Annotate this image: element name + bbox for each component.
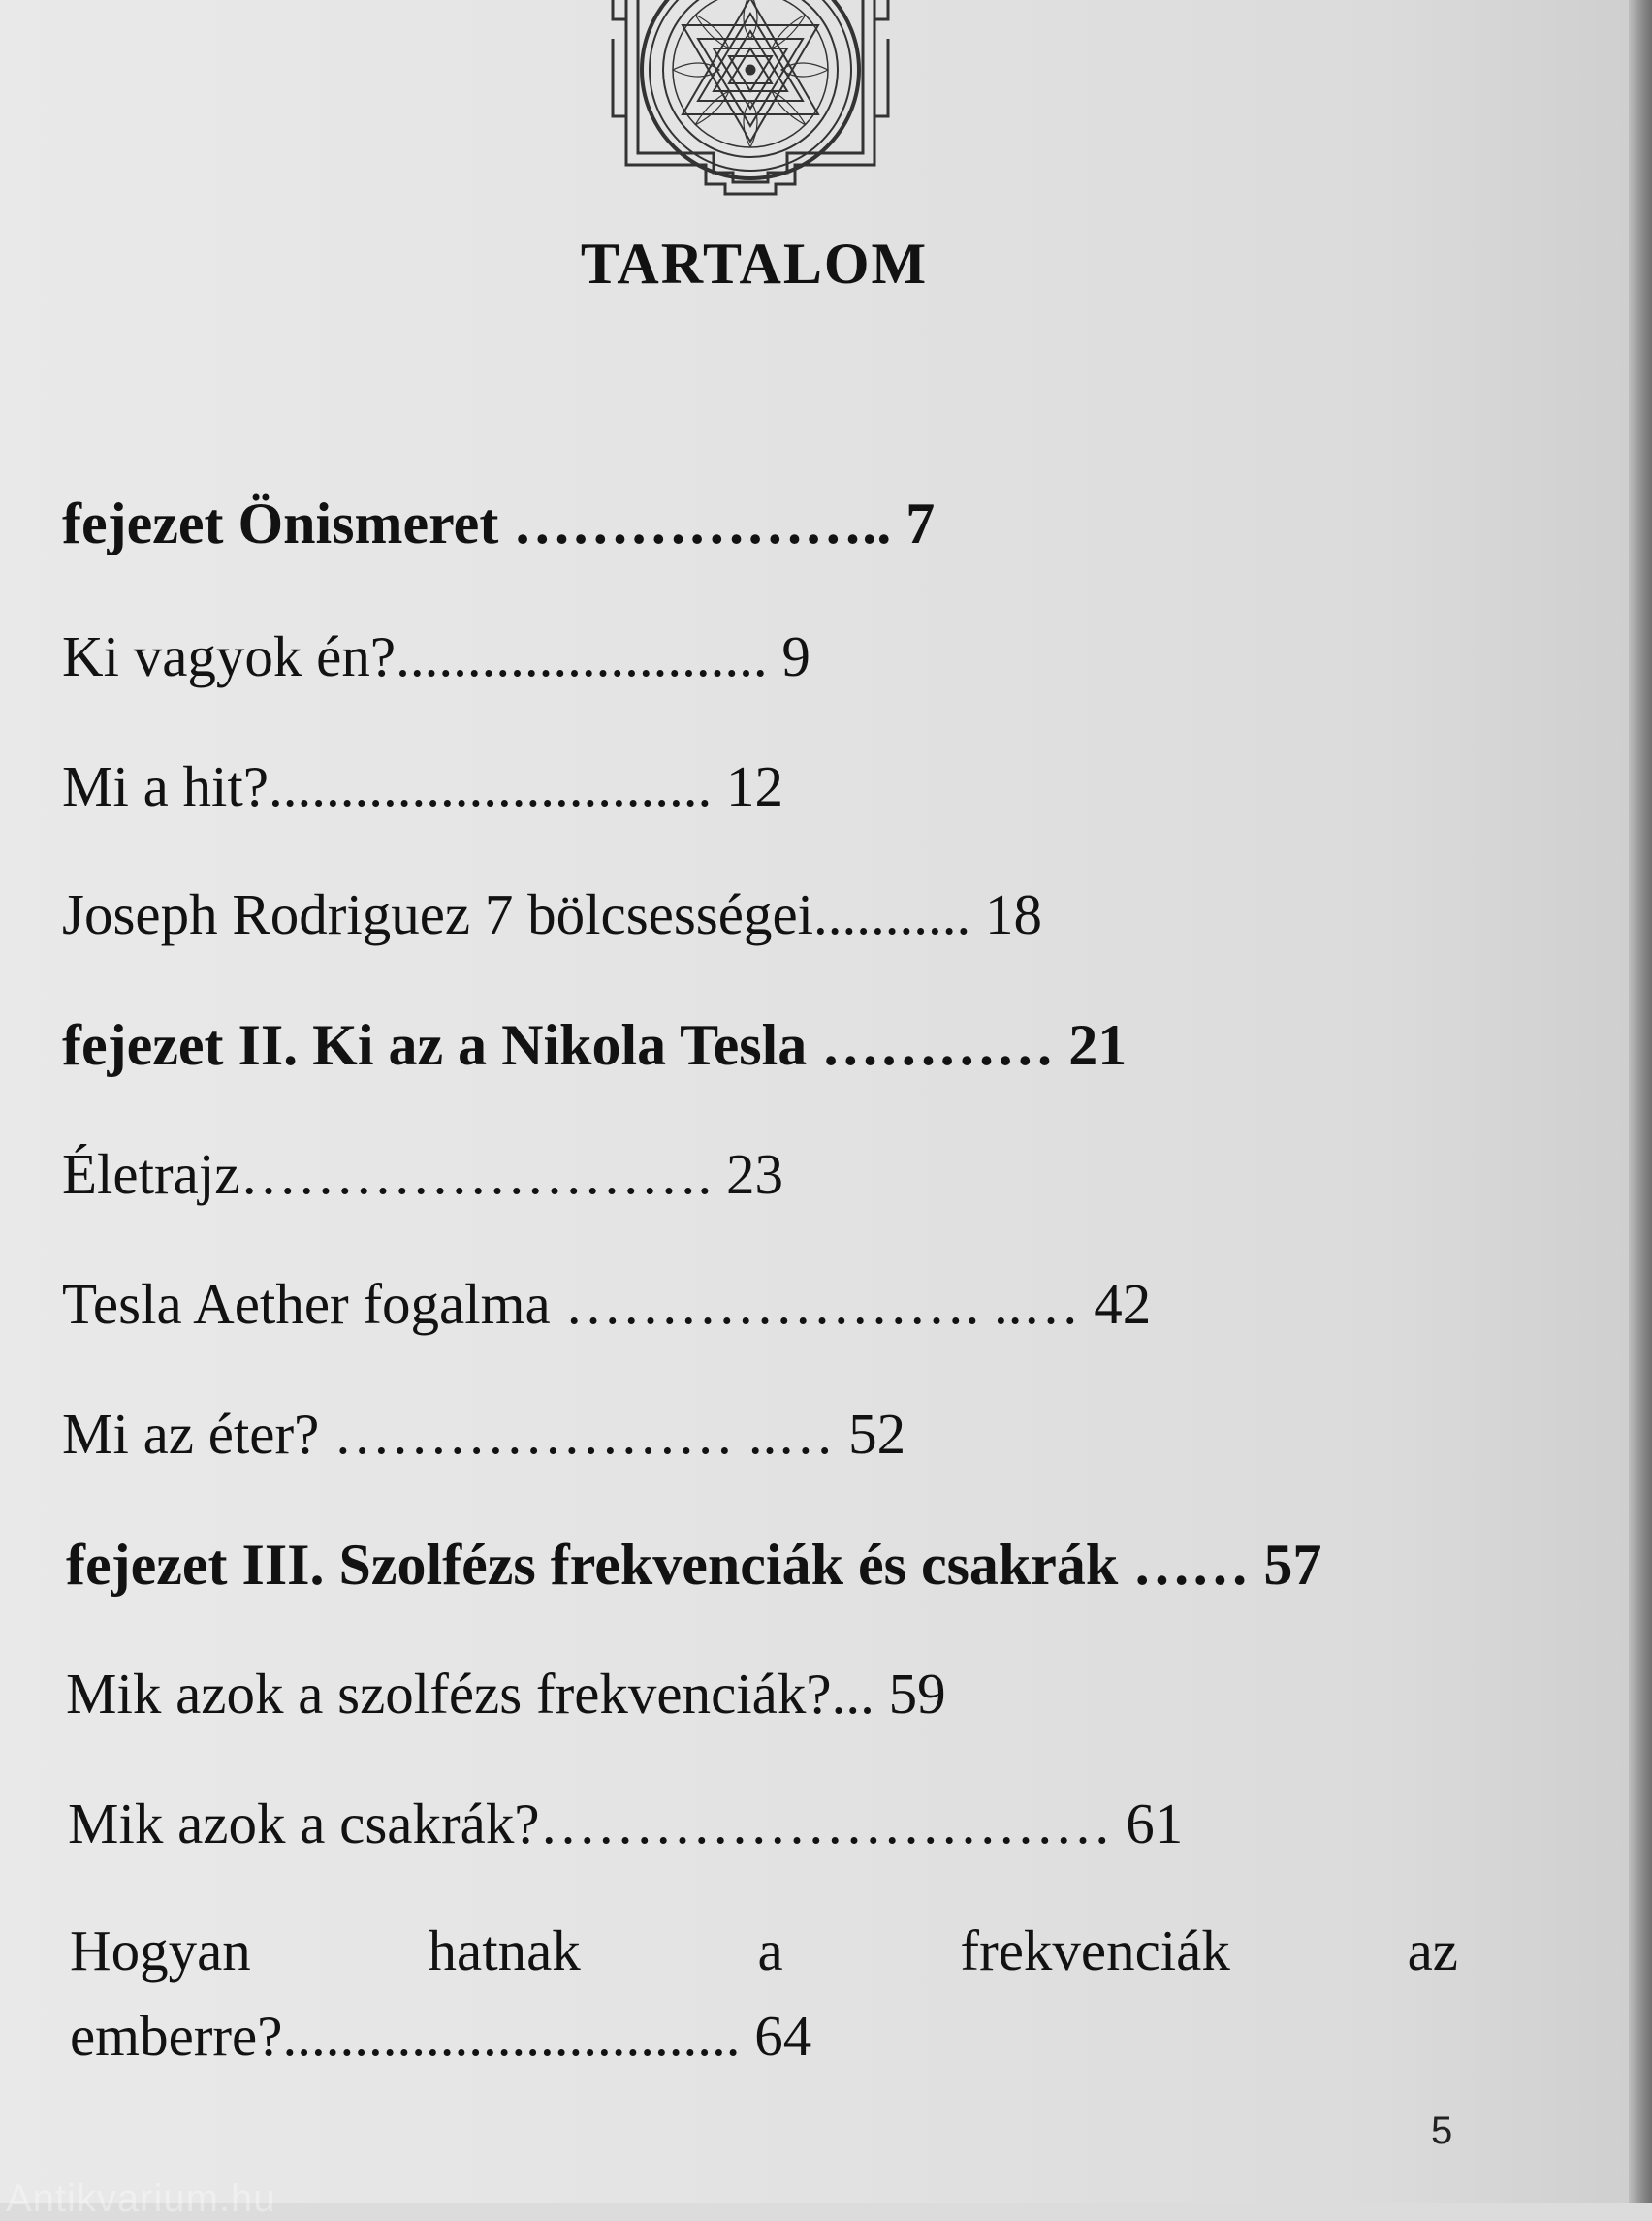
toc-entry-leader: ………………… ..… [319, 1402, 849, 1466]
toc-entry-leader: ……………………. [239, 1142, 726, 1206]
toc-entry-page: 57 [1263, 1533, 1322, 1597]
toc-entry-title: Mik azok a csakrák? [68, 1792, 540, 1856]
sri-yantra-emblem [609, 0, 892, 221]
toc-entry [66, 1662, 946, 1726]
toc-entry-page: 23 [725, 1142, 783, 1206]
toc-entry-title: fejezet II. Ki az a Nikola Tesla [62, 1013, 808, 1077]
toc-entry-leader: ……………….. [498, 492, 906, 555]
page-number: 5 [1431, 2110, 1453, 2152]
toc-entry-title: Tesla Aether fogalma [62, 1272, 551, 1336]
toc-entry-title: emberre? [70, 2004, 283, 2068]
toc-word: frekvenciák [960, 1919, 1230, 1983]
toc-entry-page: 61 [1126, 1792, 1184, 1856]
toc-entry-leader: ................................ [282, 2004, 755, 2068]
toc-entry-page: 7 [905, 492, 936, 555]
toc-entry [62, 754, 784, 818]
toc-entry-title: Mi a hit? [62, 754, 270, 818]
toc-entry-page: 64 [754, 2004, 812, 2068]
toc-entry-page: 52 [848, 1402, 906, 1466]
toc-entry-line-1 [70, 1908, 1458, 1993]
toc-entry [68, 1792, 1184, 1856]
toc-word: a [757, 1919, 783, 1983]
toc-entry-page: 42 [1094, 1272, 1152, 1336]
toc-entry-page: 18 [985, 882, 1043, 946]
toc-entry-title: Ki vagyok én? [62, 624, 397, 688]
page-title: TARTALOM [580, 232, 929, 296]
watermark: Antikvarium.hu [6, 2177, 276, 2220]
toc-entry-leader: …………………. ..… [550, 1272, 1095, 1336]
toc-entry-title: Mi az éter? [62, 1402, 320, 1466]
toc-entry-chapter-2 [62, 1013, 1128, 1077]
toc-entry-chapter-1 [62, 494, 935, 553]
toc-entry-page: 12 [726, 754, 784, 818]
toc-entry-page: 59 [888, 1662, 946, 1726]
toc-entry-chapter-3 [66, 1533, 1322, 1597]
toc-entry-line-2 [70, 1993, 1458, 2078]
toc-entry-title: Joseph Rodriguez 7 bölcsességei [62, 882, 814, 946]
toc-entry-page: 21 [1068, 1013, 1128, 1077]
toc-entry [62, 624, 810, 688]
toc-entry [62, 1142, 783, 1206]
toc-entry-leader: ………………………… [539, 1792, 1127, 1856]
toc-entry-title: Mik azok a szolfézs frekvenciák? [66, 1662, 832, 1726]
toc-entry [62, 1402, 906, 1466]
toc-entry-title: fejezet Önismeret [62, 492, 499, 555]
page-edge [1629, 0, 1652, 2203]
toc-word: Hogyan [70, 1919, 251, 1983]
toc-entry-page: 9 [781, 624, 810, 688]
toc-entry [62, 1272, 1152, 1336]
toc-entry-leader: ............................... [269, 754, 727, 818]
toc-entry-leader: .......................... [396, 624, 782, 688]
toc-entry-title: Életrajz [62, 1142, 240, 1206]
toc-entry-wrapped [70, 1908, 1458, 2078]
toc-entry-leader: ... [831, 1662, 889, 1726]
toc-entry-leader: ........... [813, 882, 986, 946]
toc-entry-leader: …… [1118, 1533, 1264, 1597]
toc-entry-leader: ………… [807, 1013, 1069, 1077]
toc-word: az [1407, 1919, 1458, 1983]
toc-entry [62, 882, 1043, 946]
toc-word: hatnak [428, 1919, 581, 1983]
toc-entry-title: fejezet III. Szolfézs frekvenciák és csakrák [66, 1533, 1119, 1597]
